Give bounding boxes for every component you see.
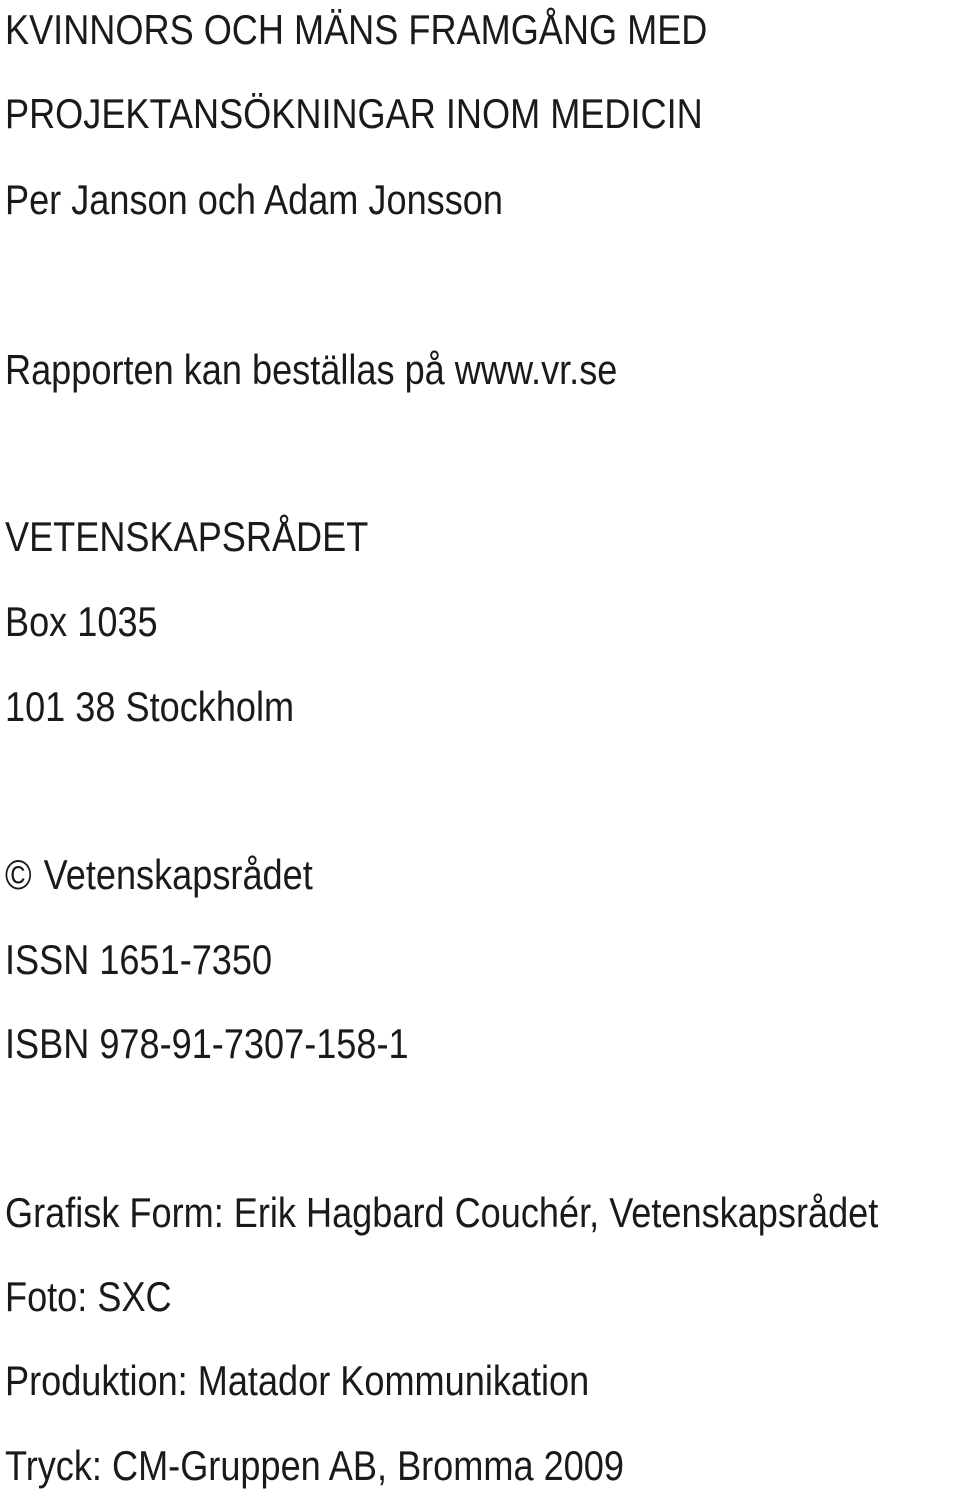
credit-design: Grafisk Form: Erik Hagbard Couchér, Vetenskapsrådet (5, 1189, 879, 1236)
copyright-holder: Vetenskapsrådet (43, 851, 313, 898)
copyright-icon: © (5, 851, 32, 898)
order-info: Rapporten kan beställas på www.vr.se (5, 346, 618, 393)
title-line-2: PROJEKTANSÖKNINGAR INOM MEDICIN (5, 90, 703, 137)
isbn: ISBN 978-91-7307-158-1 (5, 1020, 409, 1067)
authors: Per Janson och Adam Jonsson (5, 176, 503, 223)
publisher-name: VETENSKAPSRÅDET (5, 513, 369, 560)
credit-photo: Foto: SXC (5, 1273, 172, 1320)
issn: ISSN 1651-7350 (5, 936, 273, 983)
credit-production: Produktion: Matador Kommunikation (5, 1357, 590, 1404)
title-line-1: KVINNORS OCH MÄNS FRAMGÅNG MED (5, 6, 708, 53)
credit-print: Tryck: CM-Gruppen AB, Bromma 2009 (5, 1442, 624, 1489)
publisher-city: 101 38 Stockholm (5, 683, 295, 730)
copyright-line (5, 850, 313, 900)
publisher-box: Box 1035 (5, 598, 158, 645)
